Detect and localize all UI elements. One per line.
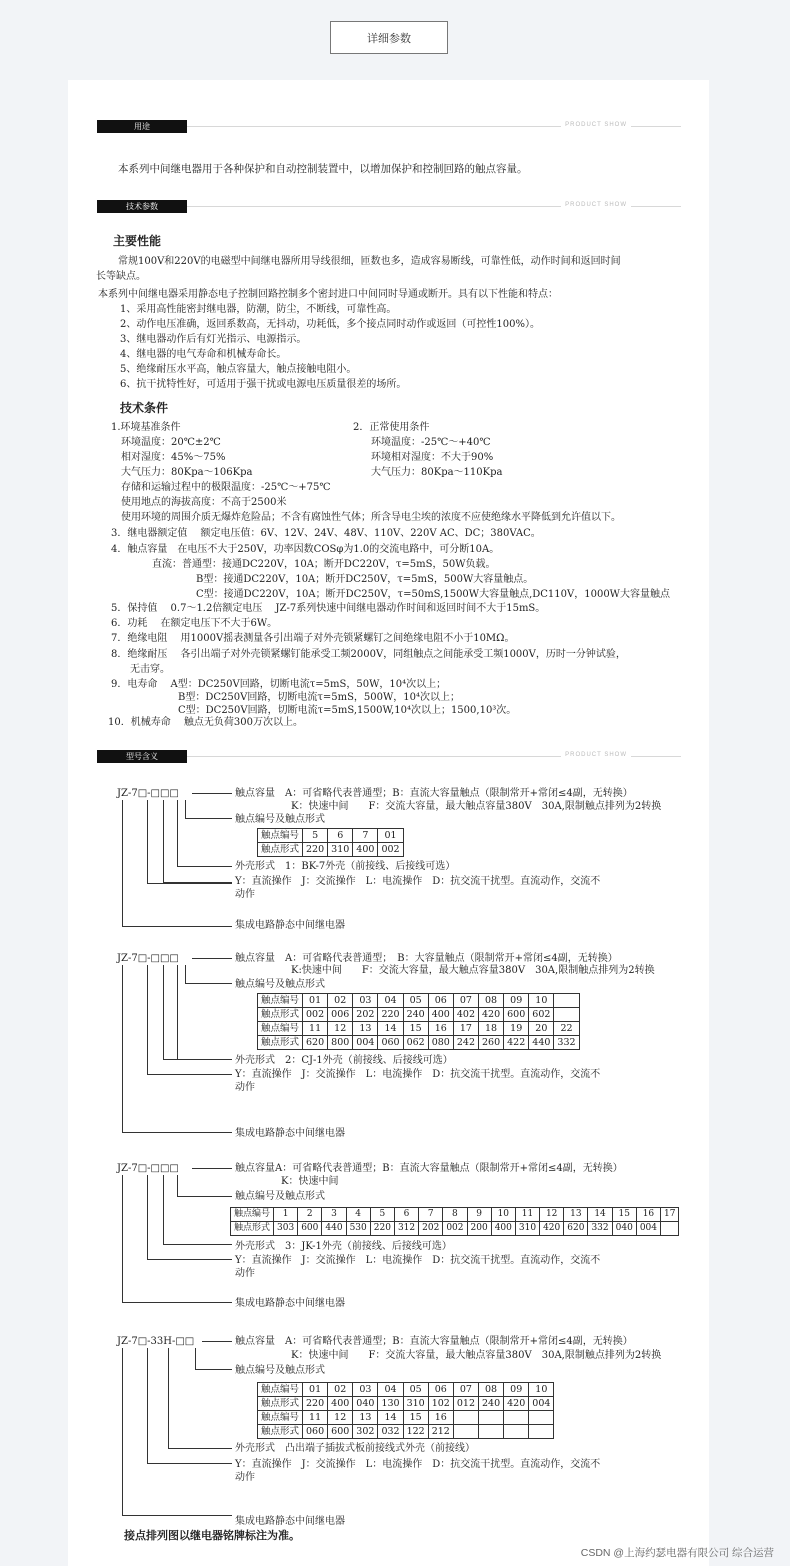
list-item: 4、继电器的电气寿命和机械寿命长。 [120, 349, 287, 360]
table-cell: 02 [328, 1383, 353, 1397]
table-cell: 16 [636, 1208, 660, 1222]
table-cell: 触点形式 [258, 1425, 303, 1439]
tech-conditions-title: 技术条件 [120, 401, 169, 415]
table-cell: 060 [303, 1425, 328, 1439]
condition: 环境温度：-25℃～+40℃ [371, 437, 491, 448]
table-cell: 05 [403, 994, 428, 1008]
condition: C型：DC250V回路，切断电流τ=5mS,1500W,10⁴次以上；1500,10³次。 [178, 705, 517, 716]
table-cell [453, 1425, 478, 1439]
table-cell: 03 [353, 1383, 378, 1397]
operation-type: Y：直流操作 J：交流操作 L：电流操作 D：抗交流干扰型。直流动作，交流不 [235, 1459, 601, 1470]
condition: C型：接通DC220V，10A；断开DC250V，τ=50mS,1500W大容量触点,DC110V，1000W大容量触点 [196, 589, 670, 600]
table-row [258, 1008, 580, 1022]
table-cell: 5 [370, 1208, 394, 1222]
table-row [258, 1397, 554, 1411]
table-cell: 12 [328, 1022, 353, 1036]
table-cell: 420 [540, 1222, 564, 1236]
table-cell: 220 [370, 1222, 394, 1236]
contact-capacity: 触点容量 A：可省略代表普通型； B：大容量触点（限制常开+常闭≤4副，无转换） [235, 953, 618, 964]
table-cell: 9 [467, 1208, 491, 1222]
table-cell: 260 [479, 1036, 504, 1050]
contact-table [257, 1382, 554, 1439]
usage-text: 本系列中间继电器用于各种保护和自动控制装置中，以增加保护和控制回路的触点容量。 [118, 163, 528, 175]
table-cell: 7 [419, 1208, 443, 1222]
table-row [258, 1425, 554, 1439]
table-cell: 220 [303, 843, 328, 857]
table-cell: 040 [612, 1222, 636, 1236]
contact-capacity: 触点容量A：可省略代表普通型；B：直流大容量触点（限制常开+常闭≤4副，无转换） [235, 1163, 623, 1174]
contact-numbering: 触点编号及触点形式 [235, 1191, 325, 1202]
table-cell: 08 [479, 994, 504, 1008]
condition: 3．继电器额定值 额定电压值：6V、12V、24V、48V、110V、220V AC、DC；380VAC。 [111, 528, 541, 539]
table-cell: 420 [504, 1397, 529, 1411]
paragraph: 常规100V和220V的电磁型中间继电器所用导线很细，匝数也多，造成容易断线，可靠性低，动作时间和返回时间 [118, 256, 621, 267]
table-cell: 15 [612, 1208, 636, 1222]
table-cell: 400 [428, 1008, 453, 1022]
table-cell [453, 1411, 478, 1425]
table-cell: 302 [353, 1425, 378, 1439]
table-cell: 12 [328, 1411, 353, 1425]
table-cell: 303 [274, 1222, 298, 1236]
section-tag: 技术参数 [97, 200, 187, 213]
table-cell: 10 [529, 994, 554, 1008]
table-cell: 062 [403, 1036, 428, 1050]
table-cell: 242 [453, 1036, 478, 1050]
table-cell: 14 [588, 1208, 612, 1222]
table-cell: 004 [529, 1397, 554, 1411]
table-cell [661, 1222, 679, 1236]
table-cell: 202 [419, 1222, 443, 1236]
table-cell: 13 [353, 1411, 378, 1425]
operation-type: 动作 [235, 1268, 255, 1279]
condition: 6．功耗 在额定电压下不大于6W。 [111, 618, 278, 629]
table-cell: 040 [353, 1397, 378, 1411]
table-cell: 14 [378, 1022, 403, 1036]
table-row [258, 1022, 580, 1036]
leader-line [122, 965, 232, 1133]
shell-type: 外壳形式 3：JK-1外壳（前接线、后接线可选） [235, 1241, 452, 1252]
leader-line [192, 1168, 232, 1169]
table-cell: 04 [378, 1383, 403, 1397]
condition: 环境相对湿度：不大于90% [371, 452, 494, 463]
table-cell: 触点编号 [258, 994, 303, 1008]
table-cell: 402 [453, 1008, 478, 1022]
table-row [258, 994, 580, 1008]
table-cell: 310 [403, 1397, 428, 1411]
contact-numbering: 触点编号及触点形式 [235, 1365, 325, 1376]
contact-numbering: 触点编号及触点形式 [235, 979, 325, 990]
table-cell: 3 [322, 1208, 346, 1222]
operation-type: Y：直流操作 J：交流操作 L：电流操作 D：抗交流干扰型。直流动作，交流不 [235, 1069, 601, 1080]
table-cell: 102 [428, 1397, 453, 1411]
table-row [231, 1222, 679, 1236]
shell-type: 外壳形式 1：BK-7外壳（前接线、后接线可选） [235, 861, 456, 872]
section-header-model [97, 750, 681, 763]
contact-capacity: K：快速中间 F：交流大容量，最大触点容量380V 30A,限制触点排列为2转换 [291, 801, 662, 812]
table-cell: 03 [353, 994, 378, 1008]
table-cell: 5 [303, 829, 328, 843]
model-code: JZ-7□-33H-□□ [117, 1336, 195, 1347]
table-cell: 触点编号 [258, 829, 303, 843]
list-item: 1、采用高性能密封继电器，防潮，防尘，不断线，可靠性高。 [120, 304, 397, 315]
list-item: 3、继电器动作后有灯光指示、电源指示。 [120, 334, 307, 345]
table-cell: 14 [378, 1411, 403, 1425]
table-cell: 6 [328, 829, 353, 843]
table-cell: 06 [428, 1383, 453, 1397]
table-cell: 600 [328, 1425, 353, 1439]
table-cell: 15 [403, 1022, 428, 1036]
table-cell: 05 [403, 1383, 428, 1397]
table-cell: 004 [636, 1222, 660, 1236]
list-item: 6、抗干扰特性好，可适用于强干扰或电源电压质量很差的场所。 [120, 379, 407, 390]
table-cell [554, 994, 579, 1008]
condition: 环境温度：20℃±2℃ [121, 437, 221, 448]
table-cell: 240 [403, 1008, 428, 1022]
contact-numbering: 触点编号及触点形式 [235, 814, 325, 825]
table-cell: 11 [515, 1208, 539, 1222]
condition: 大气压力：80Kpa～106Kpa [121, 467, 253, 478]
table-cell: 触点形式 [258, 843, 303, 857]
leader-line [122, 1348, 232, 1516]
table-cell: 01 [303, 994, 328, 1008]
table-cell: 310 [328, 843, 353, 857]
table-cell: 01 [303, 1383, 328, 1397]
table-cell: 332 [554, 1036, 579, 1050]
table-cell: 6 [394, 1208, 418, 1222]
table-cell: 19 [504, 1022, 529, 1036]
table-cell: 01 [378, 829, 403, 843]
contact-capacity: 触点容量 A：可省略代表普通型；B：直流大容量触点（限制常开+常闭≤4副，无转换） [235, 788, 633, 799]
table-cell: 04 [378, 994, 403, 1008]
table-cell: 触点形式 [258, 1036, 303, 1050]
table-cell: 620 [564, 1222, 588, 1236]
table-cell: 060 [378, 1036, 403, 1050]
table-cell: 13 [353, 1022, 378, 1036]
table-cell: 400 [328, 1397, 353, 1411]
table-cell: 22 [554, 1022, 579, 1036]
table-cell: 16 [428, 1411, 453, 1425]
table-cell: 08 [479, 1383, 504, 1397]
model-code: JZ-7□-□□□ [117, 1163, 179, 1174]
table-cell: 触点编号 [231, 1208, 274, 1222]
table-cell: 332 [588, 1222, 612, 1236]
table-cell: 4 [346, 1208, 370, 1222]
table-cell: 440 [529, 1036, 554, 1050]
condition: 使用环境的周围介质无爆炸危险品；不含有腐蚀性气体；所含导电尘埃的浓度不应使绝缘水平降低到允许值以下。 [121, 512, 621, 523]
table-cell: 002 [443, 1222, 467, 1236]
table-cell: 11 [303, 1022, 328, 1036]
condition: 10．机械寿命 触点无负荷300万次以上。 [108, 717, 303, 728]
table-row [258, 1383, 554, 1397]
main-performance-title: 主要性能 [113, 234, 162, 248]
table-cell: 002 [378, 843, 403, 857]
contact-capacity: K：快速中间 [281, 1176, 339, 1187]
table-cell: 02 [328, 994, 353, 1008]
condition: 9．电寿命 A型：DC250V回路，切断电流τ=5mS，50W，10⁴次以上； [111, 679, 447, 690]
table-cell: 530 [346, 1222, 370, 1236]
table-cell: 7 [353, 829, 378, 843]
table-cell: 17 [453, 1022, 478, 1036]
table-cell: 602 [529, 1008, 554, 1022]
product-show-label: PRODUCT SHOW [561, 202, 631, 208]
contact-capacity: K:快速中间 F：交流大容量，最大触点容量380V 30A,限制触点排列为2转换 [291, 965, 655, 976]
section-header-usage [97, 120, 681, 133]
table-cell: 012 [453, 1397, 478, 1411]
table-cell: 11 [303, 1411, 328, 1425]
table-cell: 080 [428, 1036, 453, 1050]
condition: B型：接通DC220V，10A；断开DC250V，τ=5mS，500W大容量触点。 [196, 574, 534, 585]
table-cell: 15 [403, 1411, 428, 1425]
model-code: JZ-7□-□□□ [117, 788, 179, 799]
section-header-tech [97, 200, 681, 213]
condition: 存储和运输过程中的极限温度：-25℃～+75℃ [121, 482, 331, 493]
table-cell: 07 [453, 1383, 478, 1397]
table-cell: 002 [303, 1008, 328, 1022]
table-cell: 004 [353, 1036, 378, 1050]
table-cell [479, 1411, 504, 1425]
table-cell: 220 [303, 1397, 328, 1411]
table-cell: 06 [428, 994, 453, 1008]
arrangement-note: 接点排列图以继电器铭牌标注为准。 [124, 1530, 300, 1542]
operation-type: 动作 [235, 1472, 255, 1483]
table-cell: 310 [515, 1222, 539, 1236]
relay-name: 集成电路静态中间继电器 [235, 1128, 345, 1139]
condition: 直流：普通型：接通DC220V，10A；断开DC220V，τ=5mS，50W负载。 [152, 559, 496, 570]
operation-type: 动作 [235, 1082, 255, 1093]
table-cell: 032 [378, 1425, 403, 1439]
leader-line [202, 1341, 232, 1342]
contact-table [257, 993, 580, 1050]
table-cell: 10 [529, 1383, 554, 1397]
condition: 8．绝缘耐压 各引出端子对外壳锁紧螺钉能承受工频2000V，同组触点之间能承受工频1000V，历时一分钟试验， [111, 649, 626, 660]
table-cell [529, 1425, 554, 1439]
condition: 4．触点容量 在电压不大于250V，功率因数COSφ为1.0的交流电路中，可分断10A。 [111, 544, 500, 555]
condition: 无击穿。 [130, 664, 170, 675]
table-cell: 触点形式 [258, 1397, 303, 1411]
table-cell: 600 [298, 1222, 322, 1236]
table-row [231, 1208, 679, 1222]
table-cell: 400 [353, 843, 378, 857]
table-cell: 422 [504, 1036, 529, 1050]
table-cell [529, 1411, 554, 1425]
table-cell: 触点形式 [258, 1008, 303, 1022]
table-cell: 220 [378, 1008, 403, 1022]
table-cell [504, 1425, 529, 1439]
table-cell: 212 [428, 1425, 453, 1439]
section-tag: 型号含义 [97, 750, 187, 763]
table-cell: 8 [443, 1208, 467, 1222]
section-tag: 用途 [97, 120, 187, 133]
table-cell: 122 [403, 1425, 428, 1439]
table-cell: 400 [491, 1222, 515, 1236]
table-cell: 09 [504, 1383, 529, 1397]
footer-watermark: CSDN @上海约瑟电器有限公司 综合运营 [580, 1547, 774, 1559]
table-cell: 240 [479, 1397, 504, 1411]
leader-line [192, 958, 232, 959]
table-cell: 触点形式 [231, 1222, 274, 1236]
table-cell: 18 [479, 1022, 504, 1036]
table-row [258, 1411, 554, 1425]
condition: 7．绝缘电阻 用1000V摇表测量各引出端子对外壳锁紧螺钉之间绝缘电阻不小于10MΩ。 [111, 633, 515, 644]
table-cell: 10 [491, 1208, 515, 1222]
table-cell: 440 [322, 1222, 346, 1236]
shell-type: 外壳形式 2：CJ-1外壳（前接线、后接线可选） [235, 1055, 453, 1066]
table-cell: 202 [353, 1008, 378, 1022]
contact-table [257, 828, 404, 857]
condition: 大气压力：80Kpa～110Kpa [371, 467, 503, 478]
condition: 1.环境基准条件 [111, 422, 181, 433]
relay-name: 集成电路静态中间继电器 [235, 1298, 345, 1309]
list-item: 5、绝缘耐压水平高，触点容量大，触点接触电阻小。 [120, 364, 357, 375]
table-cell: 触点编号 [258, 1411, 303, 1425]
table-cell [504, 1411, 529, 1425]
product-show-label: PRODUCT SHOW [561, 752, 631, 758]
paragraph: 长等缺点。 [96, 271, 146, 282]
contact-capacity: K：快速中间 F：交流大容量，最大触点容量380V 30A,限制触点排列为2转换 [291, 1350, 662, 1361]
condition: 5．保持值 0.7～1.2倍额定电压 JZ-7系列快速中间继电器动作时间和返回时间不大于15mS。 [111, 603, 546, 614]
table-cell: 触点编号 [258, 1022, 303, 1036]
list-item: 2、动作电压准确，返回系数高，无抖动，功耗低，多个接点同时动作或返回（可控性100%）。 [120, 319, 540, 330]
table-cell: 12 [540, 1208, 564, 1222]
table-cell: 17 [661, 1208, 679, 1222]
relay-name: 集成电路静态中间继电器 [235, 920, 345, 931]
shell-type: 外壳形式 凸出端子插拔式板前接线式外壳（前接线） [235, 1443, 475, 1454]
operation-type: 动作 [235, 889, 255, 900]
leader-line [122, 800, 232, 927]
table-cell: 130 [378, 1397, 403, 1411]
condition: 相对湿度：45%～75% [121, 452, 226, 463]
table-cell [554, 1008, 579, 1022]
product-show-label: PRODUCT SHOW [561, 122, 631, 128]
table-cell: 20 [529, 1022, 554, 1036]
condition: 2．正常使用条件 [353, 422, 430, 433]
operation-type: Y：直流操作 J：交流操作 L：电流操作 D：抗交流干扰型。直流动作，交流不 [235, 876, 601, 887]
table-cell: 16 [428, 1022, 453, 1036]
leader-line [122, 1175, 232, 1303]
table-cell: 07 [453, 994, 478, 1008]
table-cell: 触点编号 [258, 1383, 303, 1397]
model-code: JZ-7□-□□□ [117, 953, 179, 964]
table-cell: 600 [504, 1008, 529, 1022]
table-cell: 420 [479, 1008, 504, 1022]
condition: 使用地点的海拔高度：不高于2500米 [121, 497, 287, 508]
table-cell: 13 [564, 1208, 588, 1222]
condition: B型：DC250V回路，切断电流τ=5mS，500W，10⁴次以上； [178, 692, 461, 703]
contact-capacity: 触点容量 A：可省略代表普通型；B：直流大容量触点（限制常开+常闭≤4副，无转换） [235, 1336, 633, 1347]
table-cell: 1 [274, 1208, 298, 1222]
table-cell [479, 1425, 504, 1439]
paragraph: 本系列中间继电器采用静态电子控制回路控制多个密封进口中间同时导通或断开。具有以下性能和特点： [98, 289, 558, 300]
table-cell: 09 [504, 994, 529, 1008]
detail-params-button[interactable]: 详细参数 [330, 21, 448, 54]
relay-name: 集成电路静态中间继电器 [235, 1516, 345, 1527]
operation-type: Y：直流操作 J：交流操作 L：电流操作 D：抗交流干扰型。直流动作，交流不 [235, 1255, 601, 1266]
table-cell: 800 [328, 1036, 353, 1050]
table-cell: 200 [467, 1222, 491, 1236]
table-row [258, 1036, 580, 1050]
table-cell: 2 [298, 1208, 322, 1222]
contact-table [230, 1207, 679, 1236]
table-cell: 006 [328, 1008, 353, 1022]
leader-line [192, 793, 232, 794]
table-cell: 312 [394, 1222, 418, 1236]
table-cell: 620 [303, 1036, 328, 1050]
